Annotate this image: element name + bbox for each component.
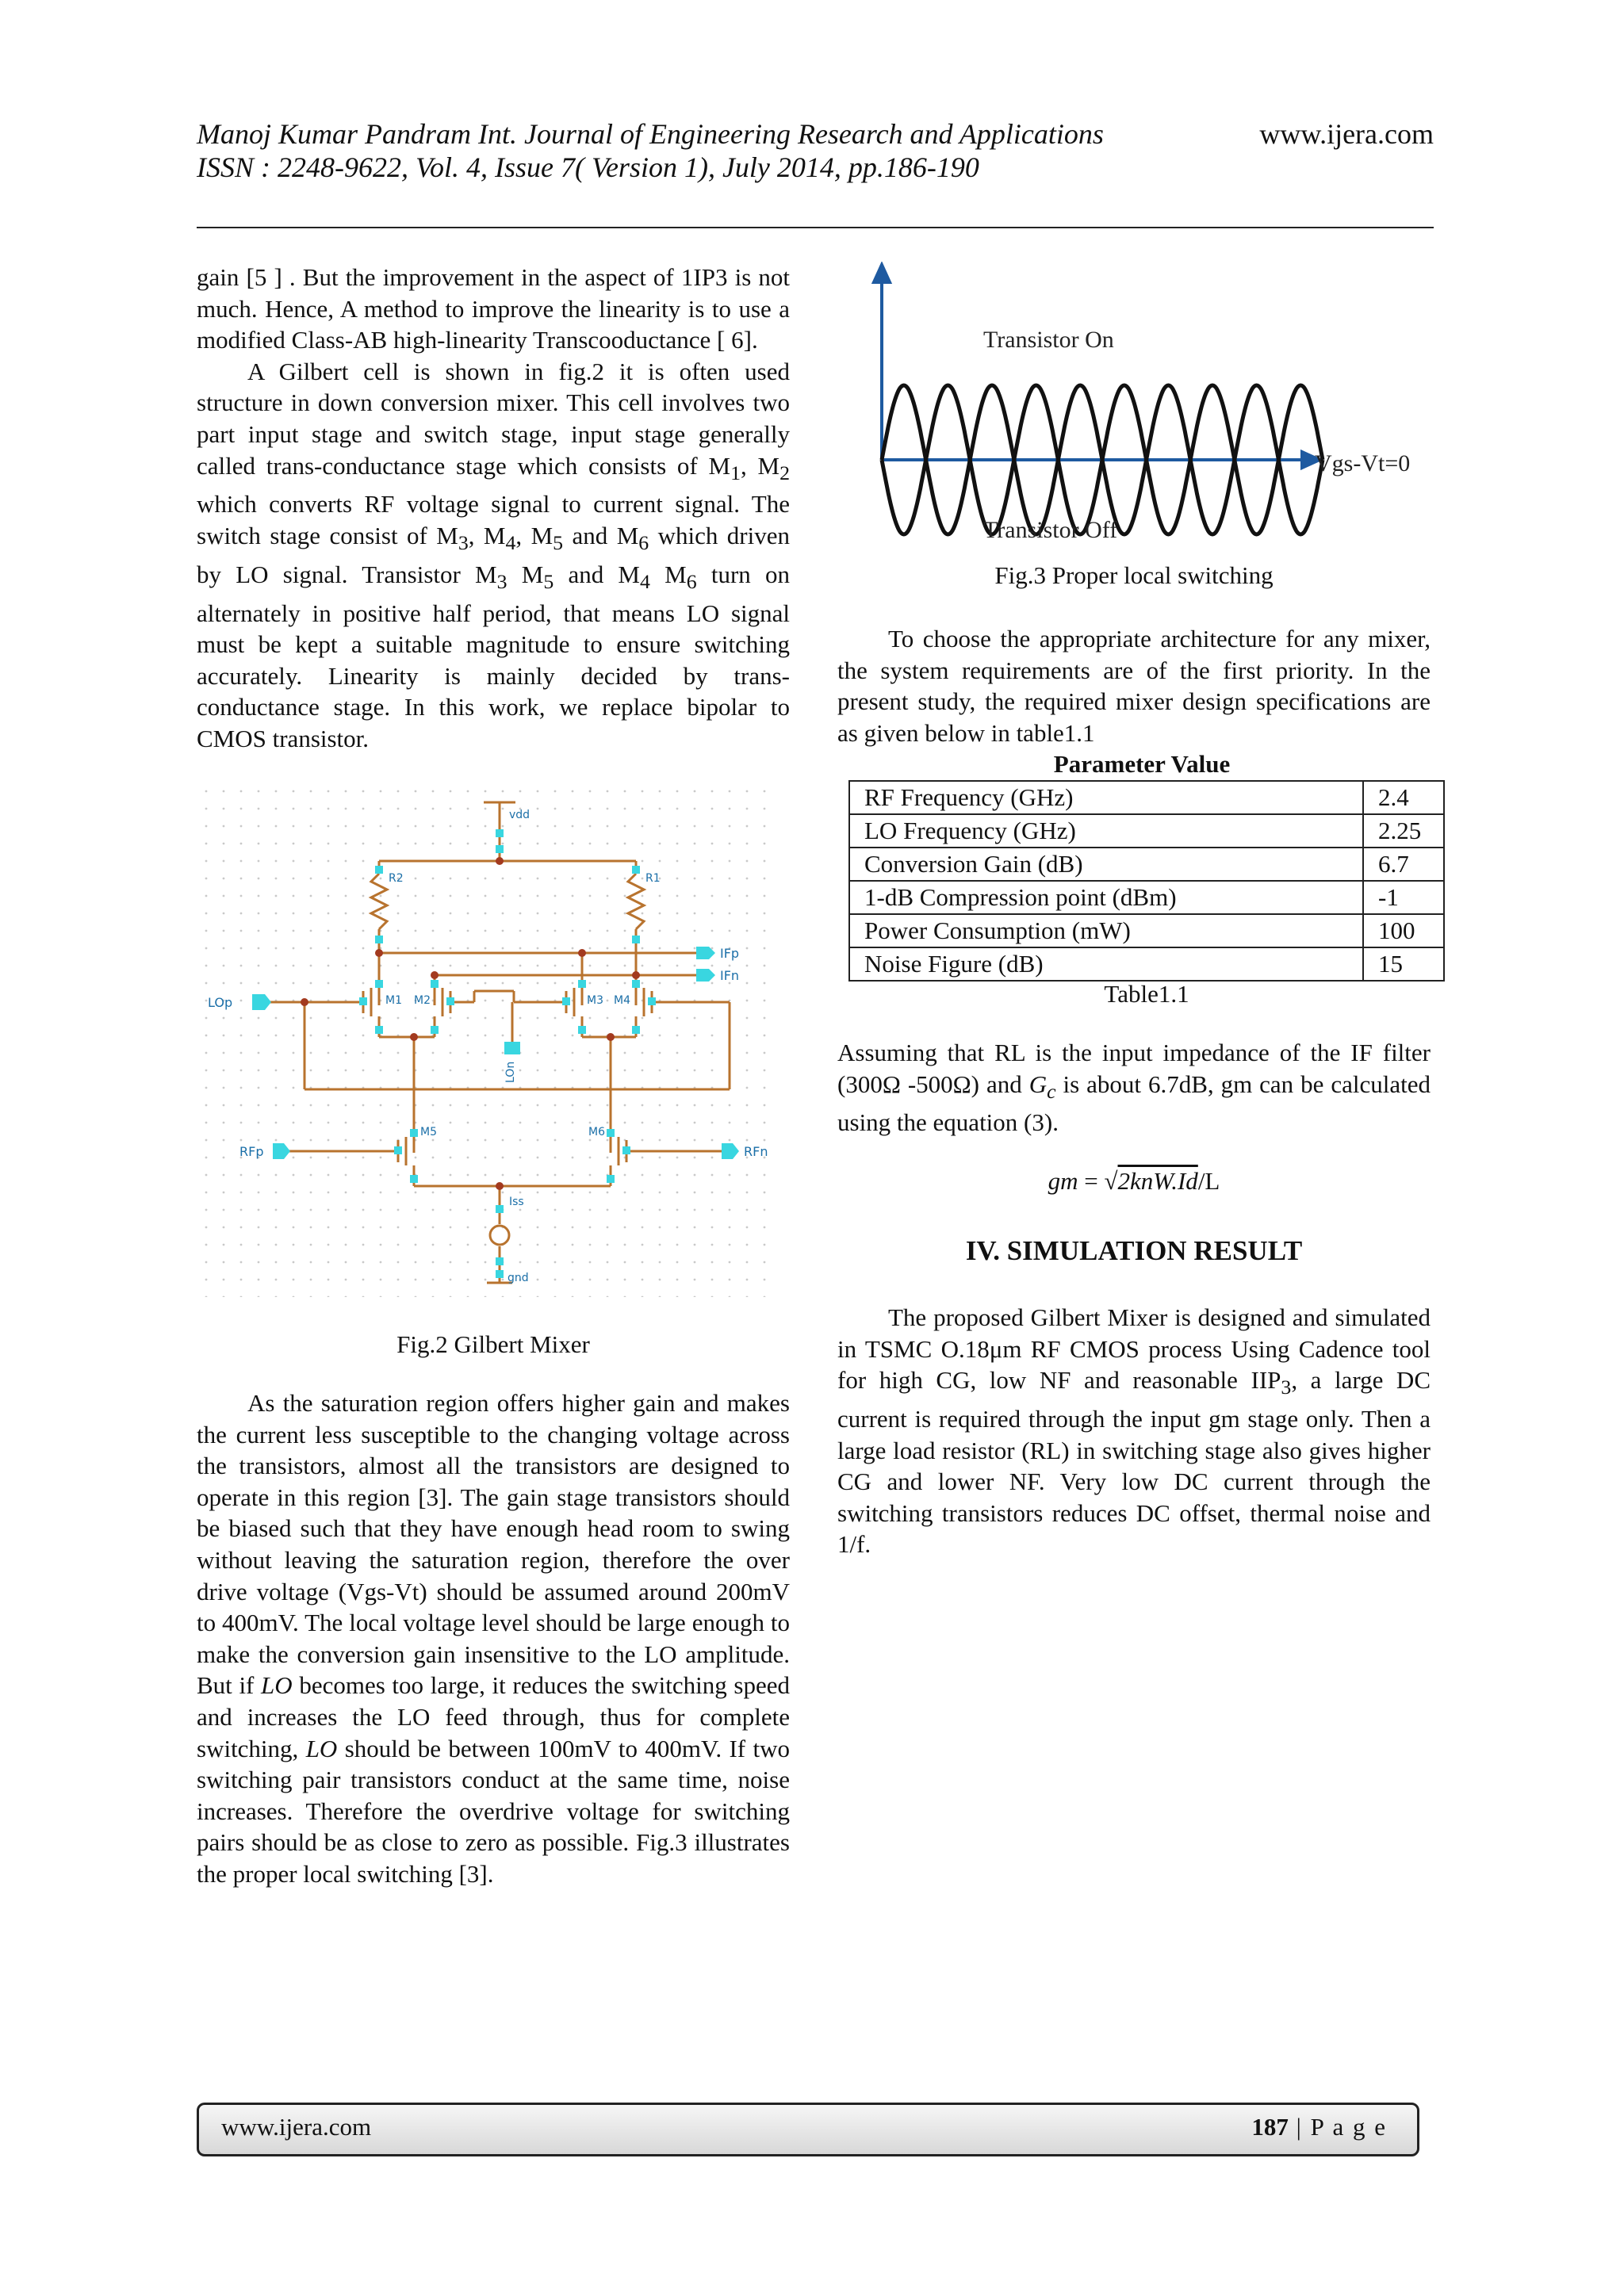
fig3-off-label: Transistor Off — [983, 517, 1118, 543]
table-cell-value: 15 — [1363, 947, 1444, 981]
table-cell-parameter: 1-dB Compression point (dBm) — [849, 881, 1363, 914]
right-column-simulation — [837, 1302, 1431, 1560]
label-m4: M4 — [614, 994, 630, 1007]
table-cell-parameter: Noise Figure (dB) — [849, 947, 1363, 981]
label-m2: M2 — [414, 994, 431, 1007]
label-rfn: RFn — [744, 1144, 768, 1159]
fig3-caption: Fig.3 Proper local switching — [994, 561, 1274, 589]
header-rule — [197, 227, 1434, 228]
running-header — [197, 117, 1434, 184]
footer-site-link[interactable]: www.ijera.com — [221, 2113, 372, 2141]
table-caption: Table1.1 — [1104, 980, 1189, 1008]
table-row — [849, 848, 1444, 881]
label-m6: M6 — [588, 1126, 605, 1138]
label-ifn: IFn — [720, 968, 740, 983]
table-cell-value: 2.4 — [1363, 781, 1444, 814]
table-cell-value: -1 — [1363, 881, 1444, 914]
footer-page-number: 187 | P a g e — [1251, 2113, 1387, 2141]
table-title: Parameter Value — [1053, 750, 1231, 778]
label-iss: Iss — [509, 1196, 524, 1208]
label-m5: M5 — [420, 1126, 437, 1138]
table-cell-parameter: LO Frequency (GHz) — [849, 814, 1363, 848]
table-cell-value: 100 — [1363, 914, 1444, 947]
table-cell-value: 6.7 — [1363, 848, 1444, 881]
fig2-caption: Fig.2 Gilbert Mixer — [396, 1330, 590, 1358]
table-row — [849, 914, 1444, 947]
paragraph-assumption: Assuming that RL is the input impedance of the IF filter (300Ω -500Ω) and $G_c$ is about 6.7dB, gm can be calculated using the equation (3). — [837, 1039, 1431, 1137]
paragraph-architecture: To choose the appropriate architecture for any mixer, the system requirements are of the first priority. In the present study, the required mixer design specifications are as given below in table1.1 — [837, 625, 1431, 747]
table-row — [849, 814, 1444, 848]
spec-table — [848, 780, 1445, 982]
table-cell-parameter: Power Consumption (mW) — [849, 914, 1363, 947]
gm-equation: gm = √2knW.Id/L — [1048, 1167, 1220, 1195]
label-r1: R1 — [645, 872, 661, 885]
header-journal-line: Manoj Kumar Pandram Int. Journal of Engineering Research and Applications — [197, 118, 1104, 150]
table-row — [849, 947, 1444, 981]
label-m3: M3 — [587, 994, 603, 1007]
label-m1: M1 — [385, 994, 402, 1007]
gilbert-mixer-schematic — [205, 790, 779, 1297]
header-issn-line: ISSN : 2248-9622, Vol. 4, Issue 7( Version 1), July 2014, pp.186-190 — [197, 151, 979, 183]
left-column-bottom — [197, 1387, 790, 1890]
paragraph-simulation: The proposed Gilbert Mixer is designed and simulated in TSMC O.18μm RF CMOS process Using Cadence tool for high CG, low NF and reasonable $IIP_3$, a large DC current is required through the input gm stage only. Then a large load resistor (RL) in switching stage also gives higher CG and lower NF. Very low DC current through the switching transistors reduces DC offset, thermal noise and 1/f. — [837, 1303, 1431, 1559]
table-cell-value: 2.25 — [1363, 814, 1444, 848]
label-rfp: RFp — [239, 1144, 264, 1159]
header-site-link[interactable]: www.ijera.com — [1259, 118, 1434, 150]
table-cell-parameter: RF Frequency (GHz) — [849, 781, 1363, 814]
switching-waveform-figure — [856, 262, 1443, 547]
label-lon: LOn — [504, 1061, 517, 1083]
right-column-intro — [837, 623, 1431, 748]
label-ifp: IFp — [720, 946, 740, 961]
paragraph-saturation: As the saturation region offers higher gain and makes the current less susceptible to the changing voltage across the transistors, almost all the transistors are designed to operate in this region [3]. The gain stage transistors should be biased such that they have enough head room to swing without leaving the saturation region, therefore the over drive voltage (Vgs-Vt) should be assumed around 200mV to 400mV. The local voltage level should be large enough to make the conversion gain insensitive to the LO amplitude. But if LO becomes too large, it reduces the switching speed and increases the LO feed through, thus for complete switching, LO should be between 100mV to 400mV. If two switching pair transistors conduct at the same time, noise increases. Therefore the overdrive voltage for switching pairs should be as close to zero as possible. Fig.3 illustrates the proper local switching [3]. — [197, 1389, 790, 1888]
label-lop: LOp — [208, 995, 233, 1010]
right-column-assumption — [837, 1037, 1431, 1138]
fig3-on-label: Transistor On — [983, 327, 1114, 353]
label-gnd: gnd — [508, 1272, 529, 1284]
section-title-simulation: IV. SIMULATION RESULT — [965, 1235, 1303, 1266]
paragraph-gain: gain [5 ] . But the improvement in the aspect of 1IP3 is not much. Hence, A method to improve the linearity is to use a modified Class-AB high-linearity Transcooductance [ 6]. — [197, 263, 790, 354]
fig3-axis-label: Vgs-Vt=0 — [1315, 450, 1411, 476]
paragraph-gilbert-cell: A Gilbert cell is shown in fig.2 it is often used structure in down conversion mixer. This cell involves two part input stage and switch stage, input stage generally called trans-conductance stage which consists of $M_1$, $M_2$ which converts RF voltage signal to current signal. The switch stage consist of $M_3$, $M_4$, $M_5$ and $M_6$ which driven by LO signal. Transistor $M_3$ $M_5$ and $M_4$ $M_6$ turn on alternately in positive half period, that means LO signal must be kept a suitable magnitude to ensure switching accurately. Linearity is mainly decided by trans-conductance stage. In this work, we replace bipolar to CMOS transistor. — [197, 357, 790, 752]
table-cell-parameter: Conversion Gain (dB) — [849, 848, 1363, 881]
left-column-top — [197, 262, 790, 754]
label-vdd: vdd — [509, 809, 530, 821]
table-row — [849, 781, 1444, 814]
table-row — [849, 881, 1444, 914]
page-footer — [197, 2103, 1419, 2156]
label-r2: R2 — [389, 872, 404, 885]
